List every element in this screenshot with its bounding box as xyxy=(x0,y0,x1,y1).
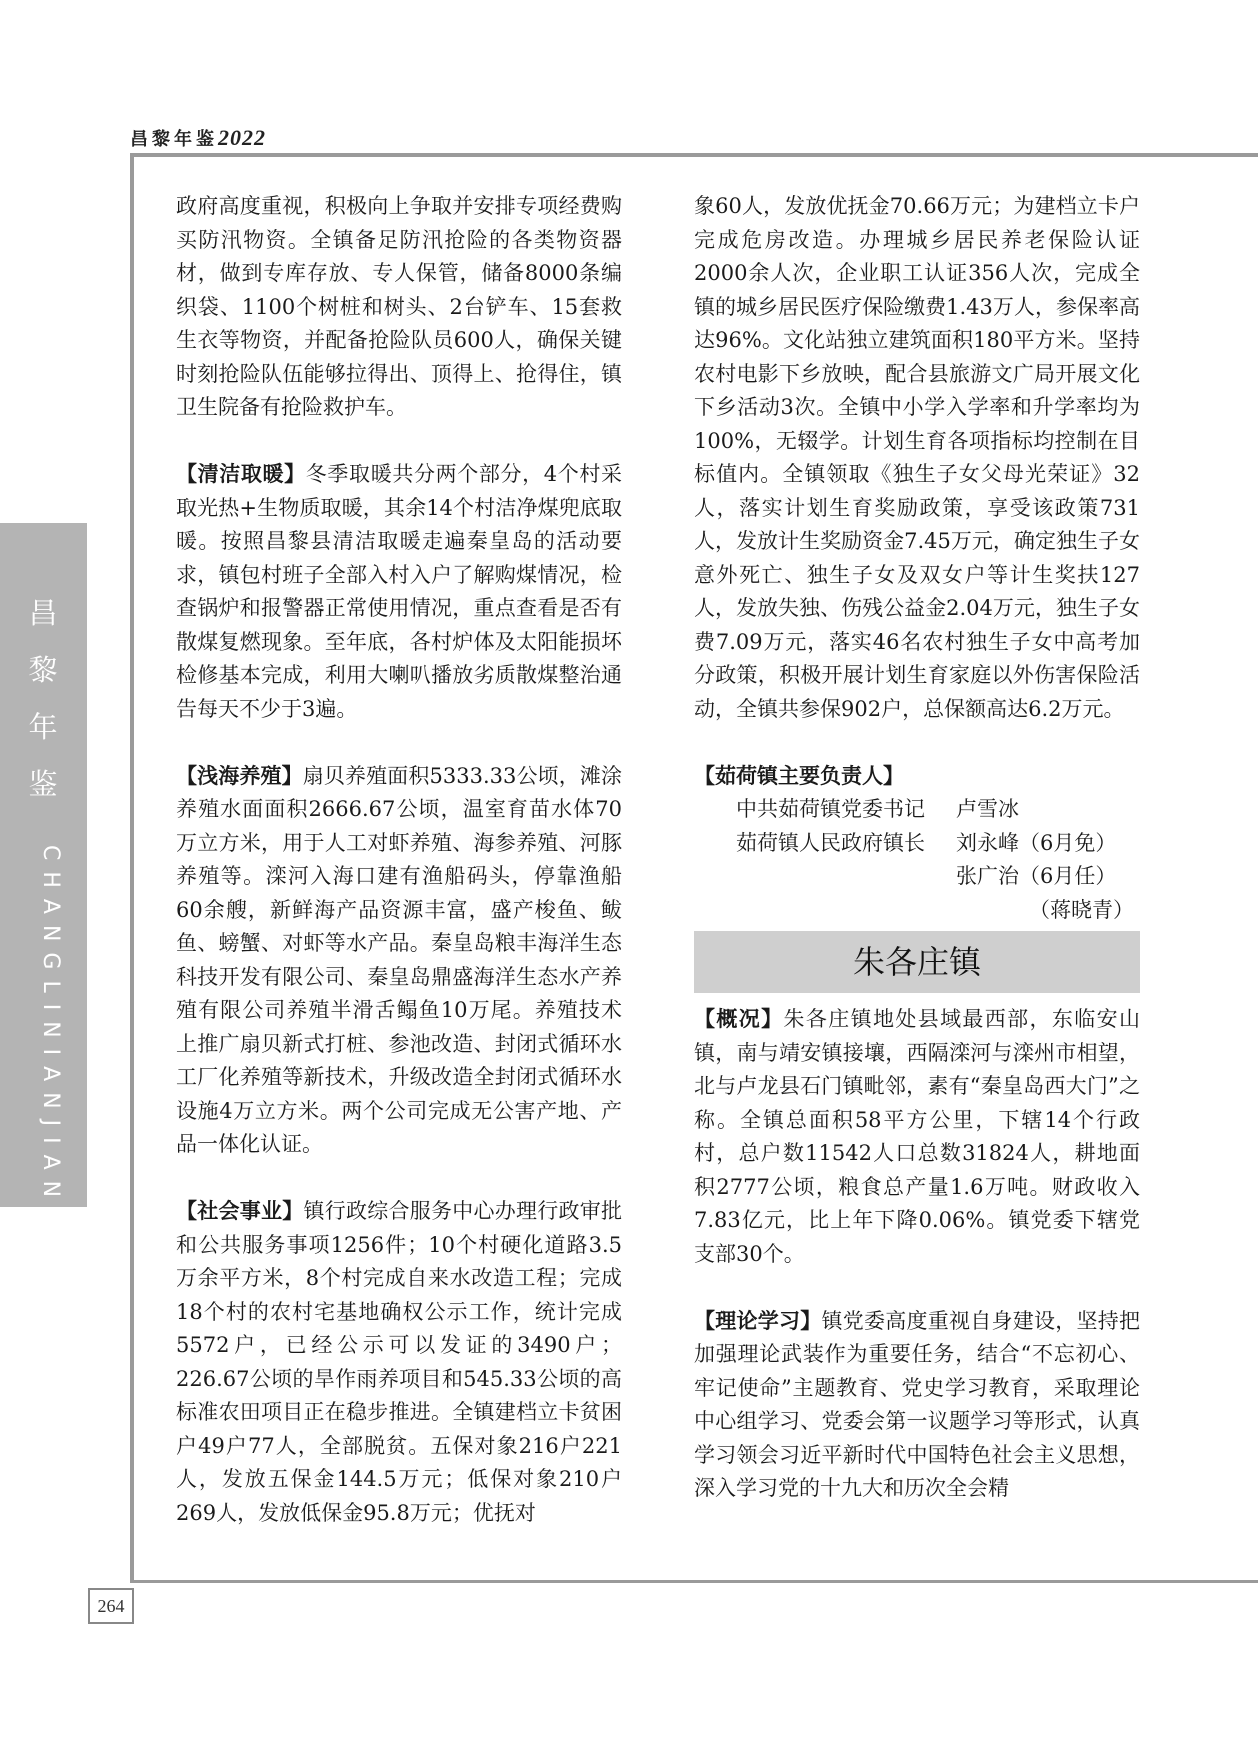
paragraph xyxy=(176,458,622,726)
leader-row xyxy=(694,827,1140,861)
side-tab-pinyin: CHANGLINIANJIAN xyxy=(38,845,63,1209)
leaders-heading: 【茹荷镇主要负责人】 xyxy=(694,763,904,788)
section-tag: 【浅海养殖】 xyxy=(176,763,303,788)
header-year: 2022 xyxy=(218,125,266,150)
running-header xyxy=(130,125,266,151)
section-text: 冬季取暖共分两个部分，4个村采取光热+生物质取暖，其余14个村洁净煤兜底取暖。按照昌黎县清洁取暖走遍秦皇岛的活动要求，镇包村班子全部入村入户了解购煤情况，检查锅炉和报警器正常使用情况，重点查看是否有散煤复燃现象。至年底，各村炉体及太阳能损坏检修基本完成，利用大喇叭播放劣质散煤整治通告每天不少于3遍。 xyxy=(176,462,622,721)
leader-name: 张广治（6月任） xyxy=(956,864,1117,888)
paragraph xyxy=(176,1195,622,1530)
frame-top-rule xyxy=(130,153,1258,157)
side-char: 黎 xyxy=(28,653,58,687)
section-text: 镇党委高度重视自身建设，坚持把加强理论武装作为重要任务，结合“不忘初心、牢记使命”主题教育、党史学习教育，采取理论中心组学习、党委会第一议题学习等形式，认真学习领会习近平新时代中国特色社会主义思想，深入学习党的十九大和历次全会精 xyxy=(694,1308,1140,1500)
section-text: 扇贝养殖面积5333.33公顷，滩涂养殖水面面积2666.67公顷，温室育苗水体70万立方米，用于人工对虾养殖、海参养殖、河豚养殖等。滦河入海口建有渔船码头，停靠渔船60余艘，新鲜海产品资源丰富，盛产梭鱼、鲅鱼、螃蟹、对虾等水产品。秦皇岛粮丰海洋生态科技开发有限公司、秦皇岛鼎盛海洋生态水产养殖有限公司养殖半滑舌鳎鱼10万尾。养殖技术上推广扇贝新式打桩、参池改造、封闭式循环水工厂化养殖等新技术，升级改造全封闭式循环水设施4万立方米。两个公司完成无公害产地、产品一体化认证。 xyxy=(176,763,623,1156)
left-column xyxy=(176,190,622,1530)
paragraph: 象60人，发放优抚金70.66万元；为建档立卡户完成危房改造。办理城乡居民养老保险认证2000余人次，企业职工认证356人次，完成全镇的城乡居民医疗保险缴费1.43万人，参保率高达96%。文化站独立建筑面积180平方米。坚持农村电影下乡放映，配合县旅游文广局开展文化下乡活动3次。全镇中小学入学率和升学率均为100%，无辍学。计划生育各项指标均控制在目标值内。全镇领取《独生子女父母光荣证》32人，落实计划生育奖励政策，享受该政策731人，发放计生奖励资金7.45万元，确定独生子女意外死亡、独生子女及双女户等计生奖扶127人，发放失独、伤残公益金2.04万元，独生子女费7.09万元，落实46名农村独生子女中高考加分政策，积极开展计划生育家庭以外伤害保险活动，全镇共参保902户，总保额高达6.2万元。 xyxy=(694,194,1140,721)
leader-title: 茹荷镇人民政府镇长 xyxy=(736,830,925,855)
section-tag: 【清洁取暖】 xyxy=(176,462,306,486)
section-tag: 【概况】 xyxy=(694,1007,784,1031)
author-credit: （蒋晓青） xyxy=(1029,897,1134,922)
paragraph xyxy=(176,760,622,1162)
leader-title xyxy=(736,860,956,894)
page-number: 264 xyxy=(88,1588,134,1624)
section-tag: 【理论学习】 xyxy=(694,1308,822,1333)
paragraph: 政府高度重视，积极向上争取并安排专项经费购买防汛物资。全镇备足防汛抢险的各类物资器材，做到专库存放、专人保管，储备8000条编织袋、1100个树桩和树头、2台铲车、15套救生衣等物资，并配备抢险队员600人，确保关键时刻抢险队伍能够拉得出、顶得上、抢得住，镇卫生院备有抢险救护车。 xyxy=(176,194,622,419)
section-tag: 【社会事业】 xyxy=(176,1199,304,1223)
side-char: 鉴 xyxy=(28,767,58,801)
frame-left-rule xyxy=(130,153,134,1583)
paragraph xyxy=(694,1003,1140,1271)
header-title: 昌黎年鉴 xyxy=(130,129,218,150)
side-tab-chinese xyxy=(28,585,58,813)
frame-bottom-rule xyxy=(130,1580,1258,1583)
section-title-banner: 朱各庄镇 xyxy=(694,931,1140,993)
leader-title: 中共茹荷镇党委书记 xyxy=(736,797,925,821)
leader-row xyxy=(694,793,1140,827)
right-column xyxy=(694,190,1140,1506)
section-text: 镇行政综合服务中心办理行政审批和公共服务事项1256件；10个村硬化道路3.5万余平方米，8个村完成自来水改造工程；完成18个村的农村宅基地确权公示工作，统计完成5572户，已经公示可以发证的3490户；226.67公顷的旱作雨养项目和545.33公顷的高标准农田项目正在稳步推进。全镇建档立卡贫困户49户77人，全部脱贫。五保对象216户221人，发放五保金144.5万元；低保对象210户269人，发放低保金95.8万元；优抚对 xyxy=(176,1199,622,1525)
paragraph xyxy=(694,1305,1140,1506)
leader-name: 卢雪冰 xyxy=(956,797,1019,821)
leader-name: 刘永峰（6月免） xyxy=(956,830,1117,855)
side-char: 年 xyxy=(28,710,58,744)
leader-row xyxy=(694,860,1140,894)
section-text: 朱各庄镇地处县域最西部，东临安山镇，南与靖安镇接壤，西隔滦河与滦州市相望，北与卢龙县石门镇毗邻，素有“秦皇岛西大门”之称。全镇总面积58平方公里，下辖14个行政村，总户数11542人口总数31824人，耕地面积2777公顷，粮食总产量1.6万吨。财政收入7.83亿元，比上年下降0.06%。镇党委下辖党支部30个。 xyxy=(694,1007,1141,1266)
side-char: 昌 xyxy=(28,596,58,630)
